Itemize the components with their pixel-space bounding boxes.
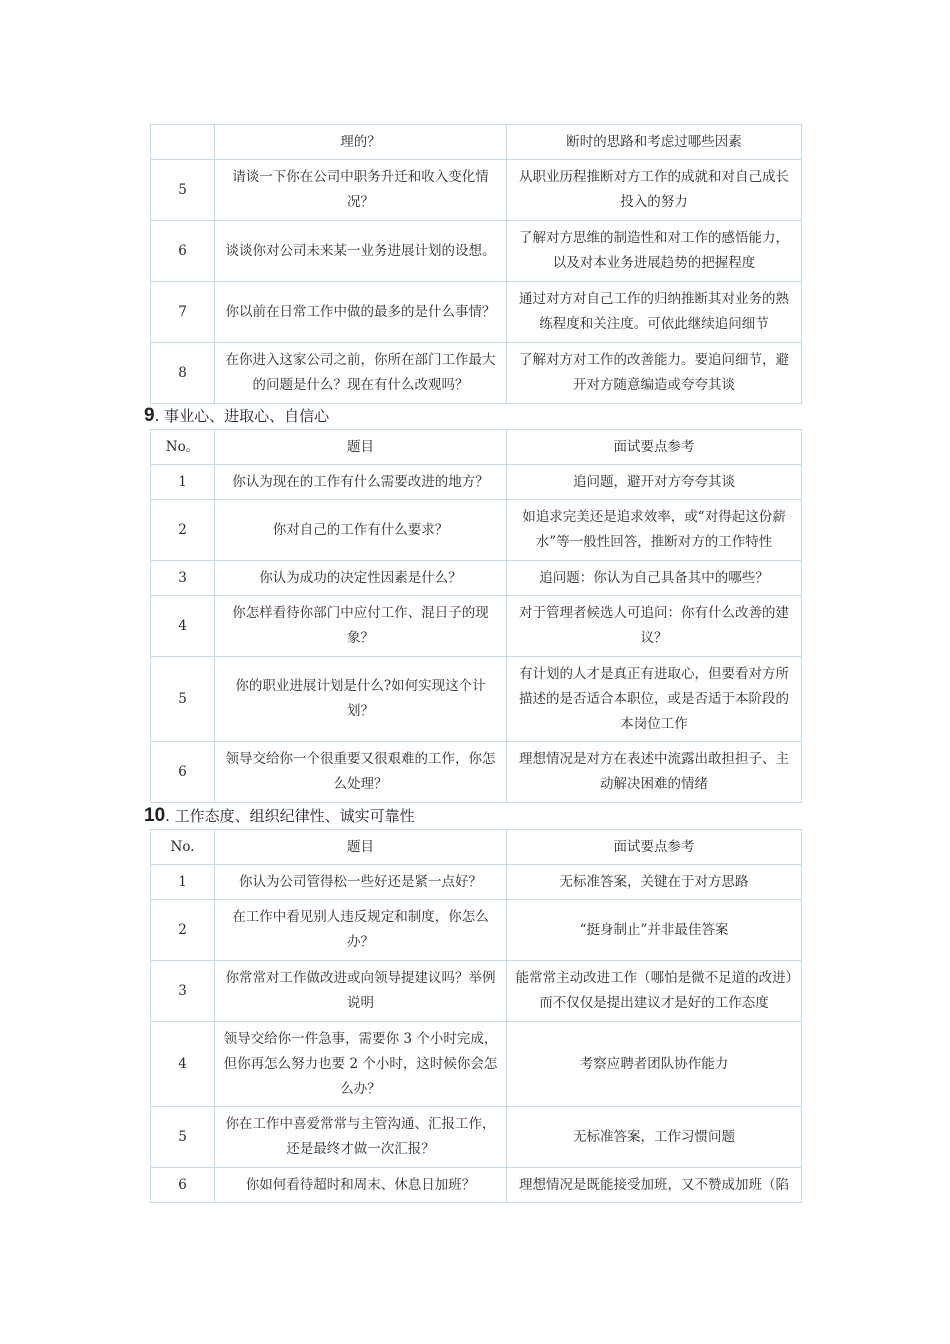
reference-cell: 了解对方思维的制造性和对工作的感悟能力，以及对本业务进展趋势的把握程度	[507, 221, 802, 282]
row-number: 6	[151, 221, 215, 282]
column-header-no: No.	[151, 830, 215, 865]
question-cell: 你常常对工作做改进或向领导提建议吗？举例说明	[215, 961, 507, 1022]
column-header-reference: 面试要点参考	[507, 430, 802, 465]
table-row	[151, 865, 802, 900]
row-number: 3	[151, 561, 215, 596]
question-cell: 理的？	[215, 125, 507, 160]
row-number: 8	[151, 343, 215, 404]
table-row	[151, 465, 802, 500]
reference-cell: 如追求完美还是追求效率，或“对得起这份薪水”等一般性回答，推断对方的工作特性	[507, 500, 802, 561]
section-title-text: . 工作态度、组织纪律性、诚实可靠性	[165, 807, 415, 825]
reference-cell: 断时的思路和考虑过哪些因素	[507, 125, 802, 160]
question-cell: 谈谈你对公司未来某一业务进展计划的设想。	[215, 221, 507, 282]
section-heading	[144, 805, 415, 827]
table-row	[151, 500, 802, 561]
section-number: 10	[144, 805, 166, 826]
section-title-text: . 事业心、进取心、自信心	[154, 407, 330, 425]
row-number	[151, 125, 215, 160]
row-number: 1	[151, 465, 215, 500]
interview-table-section-9	[150, 429, 802, 803]
row-number: 2	[151, 900, 215, 961]
table-row	[151, 657, 802, 742]
reference-cell: 从职业历程推断对方工作的成就和对自己成长投入的努力	[507, 160, 802, 221]
reference-cell: “挺身制止”并非最佳答案	[507, 900, 802, 961]
question-cell: 你认为成功的决定性因素是什么？	[215, 561, 507, 596]
row-number: 3	[151, 961, 215, 1022]
reference-cell: 追问题，避开对方夸夸其谈	[507, 465, 802, 500]
reference-cell: 通过对方对自己工作的归纳推断其对业务的熟练程度和关注度。可依此继续追问细节	[507, 282, 802, 343]
reference-cell: 考察应聘者团队协作能力	[507, 1022, 802, 1107]
question-cell: 你如何看待超时和周末、休息日加班？	[215, 1168, 507, 1203]
row-number: 6	[151, 1168, 215, 1203]
question-cell: 在工作中看见别人违反规定和制度，你怎么办？	[215, 900, 507, 961]
table-row	[151, 343, 802, 404]
table-row	[151, 961, 802, 1022]
table-row	[151, 282, 802, 343]
question-cell: 领导交给你一个很重要又很艰难的工作，你怎么处理？	[215, 742, 507, 803]
question-cell: 请谈一下你在公司中职务升迁和收入变化情况？	[215, 160, 507, 221]
question-cell: 你在工作中喜爱常常与主管沟通、汇报工作，还是最终才做一次汇报？	[215, 1107, 507, 1168]
question-cell: 你的职业进展计划是什么?如何实现这个计划？	[215, 657, 507, 742]
section-heading	[144, 405, 329, 427]
table-header-row	[151, 830, 802, 865]
column-header-question: 题目	[215, 430, 507, 465]
question-cell: 领导交给你一件急事，需要你 3 个小时完成，但你再怎么努力也要 2 个小时，这时候你会怎么办？	[215, 1022, 507, 1107]
reference-cell: 了解对方对工作的改善能力。要追问细节，避开对方随意编造或夸夸其谈	[507, 343, 802, 404]
interview-table-section-10	[150, 829, 802, 1203]
table-row	[151, 1022, 802, 1107]
row-number: 2	[151, 500, 215, 561]
table-row	[151, 900, 802, 961]
column-header-question: 题目	[215, 830, 507, 865]
question-cell: 你怎样看待你部门中应付工作、混日子的现象？	[215, 596, 507, 657]
table-row	[151, 561, 802, 596]
row-number: 5	[151, 657, 215, 742]
reference-cell: 追问题：你认为自己具备其中的哪些？	[507, 561, 802, 596]
row-number: 7	[151, 282, 215, 343]
reference-cell: 无标准答案，关键在于对方思路	[507, 865, 802, 900]
table-row	[151, 596, 802, 657]
reference-cell: 能常常主动改进工作（哪怕是微不足道的改进）而不仅仅是提出建议才是好的工作态度	[507, 961, 802, 1022]
question-cell: 你认为公司管得松一些好还是紧一点好？	[215, 865, 507, 900]
section-number: 9	[144, 405, 155, 426]
table-row	[151, 221, 802, 282]
row-number: 4	[151, 1022, 215, 1107]
table-header-row	[151, 430, 802, 465]
table-row	[151, 160, 802, 221]
question-cell: 你以前在日常工作中做的最多的是什么事情？	[215, 282, 507, 343]
question-cell: 你认为现在的工作有什么需要改进的地方？	[215, 465, 507, 500]
table-row	[151, 1107, 802, 1168]
column-header-reference: 面试要点参考	[507, 830, 802, 865]
reference-cell: 对于管理者候选人可追问：你有什么改善的建议？	[507, 596, 802, 657]
row-number: 5	[151, 1107, 215, 1168]
row-number: 1	[151, 865, 215, 900]
row-number: 6	[151, 742, 215, 803]
reference-cell: 无标准答案，工作习惯问题	[507, 1107, 802, 1168]
interview-table-continued	[150, 124, 802, 404]
column-header-no: No。	[151, 430, 215, 465]
table-row	[151, 1168, 802, 1203]
row-number: 4	[151, 596, 215, 657]
reference-cell: 有计划的人才是真正有进取心，但要看对方所描述的是否适合本职位，或是否适于本阶段的本岗位工作	[507, 657, 802, 742]
table-row	[151, 742, 802, 803]
reference-cell: 理想情况是对方在表述中流露出敢担担子、主动解决困难的情绪	[507, 742, 802, 803]
row-number: 5	[151, 160, 215, 221]
table-row	[151, 125, 802, 160]
reference-cell: 理想情况是既能接受加班，又不赞成加班（陷	[507, 1168, 802, 1203]
question-cell: 你对自己的工作有什么要求？	[215, 500, 507, 561]
question-cell: 在你进入这家公司之前，你所在部门工作最大的问题是什么？现在有什么改观吗？	[215, 343, 507, 404]
